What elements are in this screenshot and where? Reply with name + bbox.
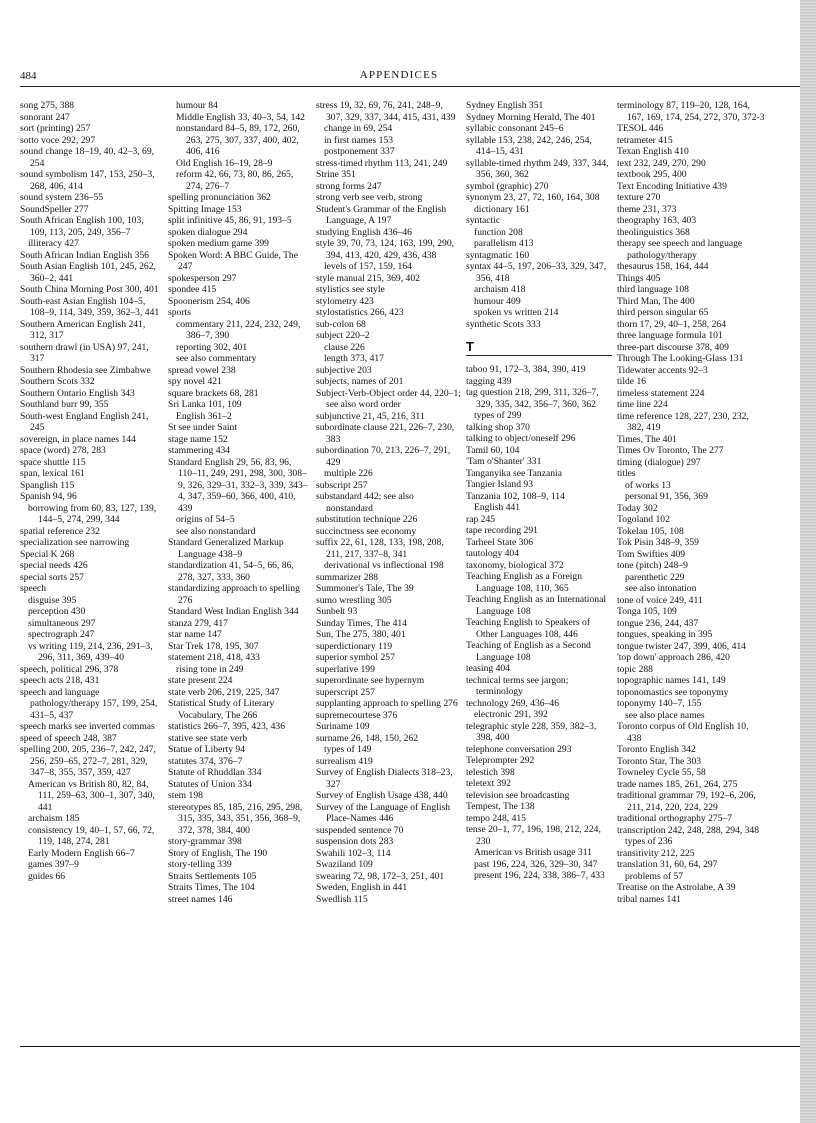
index-entry: synthetic Scots 333: [466, 318, 541, 330]
index-entry: teletext 392: [466, 778, 512, 789]
index-subentry: American vs British 80, 82, 84, 111, 259–63, 300–1, 307, 340, 441: [28, 778, 155, 813]
index-entry: Things 405: [617, 272, 661, 284]
index-entry: subordination 70, 213, 226–7, 291, 429: [316, 445, 451, 468]
index-entry: Sunbelt 93: [316, 606, 358, 617]
index-subentry: dictionary 161: [474, 203, 530, 215]
index-entry: Tidewater accents 92–3: [617, 364, 708, 376]
index-entry: spoken dialogue 294: [168, 226, 248, 238]
index-entry: Southern Ontario English 343: [20, 387, 135, 399]
index-entry: rap 245: [466, 513, 496, 525]
index-column-2: [168, 100, 308, 905]
index-entry: Third Man, The 400: [617, 295, 695, 307]
index-entry: statistics 266–7, 395, 423, 436: [168, 721, 285, 732]
index-subentry: games 397–9: [28, 859, 79, 870]
index-entry: Sweden, English in 441: [316, 882, 408, 893]
index-entry: star name 147: [168, 629, 222, 640]
index-entry: timeless statement 224: [617, 387, 705, 399]
index-entry: Tamil 60, 104: [466, 444, 520, 456]
index-subentry: types of 149: [324, 744, 372, 755]
index-subentry: borrowing from 60, 83, 127, 139, 144–5, 274, 299, 344: [28, 502, 157, 525]
index-entry: Swaziland 109: [316, 859, 373, 870]
index-entry: Tangier Island 93: [466, 479, 533, 490]
index-subentry: parallelism 413: [474, 238, 534, 249]
index-entry: subordinate clause 221, 226–7, 230, 383: [316, 422, 455, 445]
index-entry: South-east Asian English 104–5, 108–9, 114, 349, 359, 362–3, 441: [20, 295, 160, 318]
index-subentry: spectrograph 247: [28, 629, 95, 640]
index-entry: subjects, names of 201: [316, 376, 404, 387]
index-entry: third person singular 65: [617, 307, 709, 318]
index-entry: Survey of English Dialects 318–23, 327: [316, 767, 453, 790]
index-entry: topographic names 141, 149: [617, 675, 726, 686]
index-subentry: see also commentary: [176, 353, 257, 364]
index-subentry: parenthetic 229: [625, 571, 685, 583]
index-entry: succinctness see economy: [316, 525, 417, 537]
index-entry: stress-timed rhythm 113, 241, 249: [316, 157, 448, 169]
index-entry: Special K 268: [20, 548, 75, 560]
index-entry: Straits Times, The 104: [168, 882, 255, 893]
index-subentry: English 361–2: [176, 410, 232, 422]
index-entry: tongue twister 247, 399, 406, 414: [617, 640, 746, 652]
index-entry: speech, political 296, 378: [20, 663, 119, 675]
index-entry: traditional grammar 79, 192–6, 206, 211, 214, 220, 224, 229: [617, 790, 756, 813]
index-entry: TESOL 446: [617, 123, 664, 134]
index-subentry: Early Modern English 66–7: [28, 847, 135, 859]
index-entry: sound change 18–19, 40, 42–3, 69, 254: [20, 146, 155, 169]
index-entry: tag question 218, 299, 311, 326–7, 329, 335, 342, 356–7, 360, 362: [466, 387, 599, 410]
index-subentry: in first names 153: [324, 134, 394, 146]
index-entry: technical terms see jargon; terminology: [466, 674, 569, 697]
index-entry: toponomastics see toponymy: [617, 686, 729, 698]
index-entry: Swahili 102–3, 114: [316, 847, 391, 859]
index-entry: talking to object/oneself 296: [466, 433, 576, 444]
index-entry: Tarheel State 306: [466, 536, 533, 548]
index-entry: statement 218, 418, 433: [168, 652, 260, 663]
index-subentry: electronic 291, 392: [474, 709, 548, 720]
index-entry: Tanzania 102, 108–9, 114: [466, 490, 565, 502]
index-entry: subscript 257: [316, 479, 368, 491]
index-subentry: problems of 57: [625, 870, 684, 882]
index-entry: Sri Lanka 101, 109: [168, 399, 242, 410]
index-entry: 'Tam o'Shanter' 331: [466, 456, 542, 467]
index-column-1: [20, 100, 160, 882]
index-entry: translation 31, 60, 64, 297: [617, 859, 718, 870]
index-entry: statutes 374, 376–7: [168, 755, 243, 767]
index-subentry: types of 299: [474, 410, 522, 421]
index-subentry: see also intonation: [625, 583, 697, 594]
index-entry: subject 220–2: [316, 330, 370, 341]
index-entry: supremecourtese 376: [316, 709, 398, 721]
index-entry: story-telling 339: [168, 859, 232, 870]
index-entry: tribal names 141: [617, 893, 681, 905]
index-entry: Togoland 102: [617, 514, 670, 525]
index-entry: tagging 439: [466, 375, 512, 387]
index-entry: timing (dialogue) 297: [617, 456, 701, 468]
index-subentry: vs writing 119, 214, 236, 291–3, 296, 311, 369, 439–40: [28, 640, 153, 663]
index-entry: South China Morning Post 300, 401: [20, 284, 159, 295]
index-entry: syllabic consonant 245–6: [466, 123, 564, 134]
section-letter: T: [466, 339, 612, 356]
index-entry: Summoner's Tale, The 39: [316, 583, 414, 594]
index-entry: subjunctive 21, 45, 216, 311: [316, 410, 425, 422]
index-subentry: length 373, 417: [324, 353, 384, 364]
index-entry: special needs 426: [20, 560, 88, 571]
index-entry: taboo 91, 172–3, 384, 390, 419: [466, 364, 586, 375]
index-entry: transcription 242, 248, 288, 294, 348: [617, 824, 760, 836]
index-entry: Standard English 29, 56, 83, 96, 110–11, 249, 291, 298, 300, 308–9, 326, 329–31, 332–3, 339, 343–4, 347, 359–60, 366, 400, 410, 439: [168, 456, 308, 514]
index-subentry: guides 66: [28, 870, 66, 882]
index-entry: Southland burr 99, 355: [20, 399, 109, 410]
index-subentry: function 208: [474, 226, 523, 238]
index-subentry: personal 91, 356, 369: [625, 491, 708, 502]
index-entry: Tanganyika see Tanzania: [466, 467, 562, 479]
index-subentry: perception 430: [28, 606, 86, 617]
index-entry: spoken medium game 399: [168, 238, 269, 249]
index-entry: spokesperson 297: [168, 272, 237, 284]
index-entry: time reference 128, 227, 230, 232, 382, 419: [617, 410, 749, 433]
index-entry: syntagmatic 160: [466, 249, 530, 261]
index-entry: terminology 87, 119–20, 128, 164, 167, 169, 174, 254, 272, 370, 372-3: [617, 100, 765, 123]
index-entry: Spoonerism 254, 406: [168, 295, 250, 307]
index-entry: St see under Saint: [168, 422, 238, 433]
index-entry: Swedlish 115: [316, 893, 368, 905]
index-entry: Times, The 401: [617, 433, 677, 445]
index-entry: tautology 404: [466, 548, 520, 559]
index-entry: substitution technique 226: [316, 514, 418, 525]
index-entry: Statute of Rhuddlan 334: [168, 767, 262, 778]
index-entry: textbook 295, 400: [617, 169, 687, 180]
index-entry: Treatise on the Astrolabe, A 39: [617, 882, 736, 893]
index-subentry: origins of 54–5: [176, 514, 235, 525]
index-entry: syllable 153, 238, 242, 246, 254, 414–15, 431: [466, 134, 592, 157]
index-entry: speech: [20, 583, 47, 594]
index-entry: Tempest, The 138: [466, 801, 535, 812]
index-entry: Towneley Cycle 55, 58: [617, 767, 706, 778]
index-entry: strong verb see verb, strong: [316, 192, 423, 203]
index-entry: state verb 206, 219, 225, 347: [168, 686, 280, 698]
index-entry: square brackets 68, 281: [168, 387, 259, 399]
index-subentry: disguise 395: [28, 594, 77, 606]
index-entry: story-grammar 398: [168, 836, 242, 847]
footer-rule: [20, 1046, 800, 1047]
index-entry: speech and language pathology/therapy 157, 199, 254, 431–5, 437: [20, 686, 158, 721]
index-entry: Sunday Times, The 414: [316, 617, 407, 629]
index-entry: split infinitive 45, 86, 91, 193–5: [168, 215, 292, 226]
index-entry: Teaching English to Speakers of Other Languages 108, 446: [466, 617, 591, 640]
index-entry: Times Ov Toronto, The 277: [617, 445, 724, 456]
index-entry: standardization 41, 54–5, 66, 86, 278, 327, 333, 360: [168, 560, 294, 583]
index-subentry: of works 13: [625, 479, 671, 491]
index-subentry: see also nonstandard: [176, 525, 256, 537]
index-subentry: reform 42, 66, 73, 80, 86, 265, 274, 276–7: [176, 169, 294, 192]
index-entry: Subject-Verb-Object order 44, 220–1; see also word order: [316, 387, 461, 410]
index-entry: Sydney Morning Herald, The 401: [466, 111, 596, 123]
index-entry: television see broadcasting: [466, 789, 570, 801]
index-subentry: change in 69, 254: [324, 123, 393, 134]
index-entry: Tom Swifties 409: [617, 548, 686, 560]
index-entry: Tokelau 105, 108: [617, 525, 684, 537]
index-entry: special sorts 257: [20, 571, 84, 583]
index-entry: Southern Scots 332: [20, 376, 95, 387]
index-subentry: archaism 185: [28, 813, 80, 824]
index-subentry: levels of 157, 159, 164: [324, 261, 412, 272]
index-entry: Spoken Word: A BBC Guide, The 247: [168, 249, 298, 272]
index-entry: thorn 17, 29, 40–1, 258, 264: [617, 318, 726, 330]
index-entry: span, lexical 161: [20, 468, 85, 479]
index-entry: three-part discourse 378, 409: [617, 341, 729, 353]
index-entry: telephone conversation 293: [466, 743, 572, 755]
index-entry: sumo wrestling 305: [316, 594, 392, 606]
index-entry: stage name 152: [168, 433, 228, 445]
index-entry: synonym 23, 27, 72, 160, 164, 308: [466, 192, 600, 203]
index-subentry: present 196, 224, 338, 386–7, 433: [474, 870, 605, 881]
index-entry: syntax 44–5, 197, 206–33, 329, 347, 356, 418: [466, 261, 607, 284]
index-entry: South Asian English 101, 245, 262, 360–2, 441: [20, 261, 156, 284]
index-entry: traditional orthography 275–7: [617, 813, 733, 824]
index-entry: tilde 16: [617, 376, 647, 387]
index-entry: style 39, 70, 73, 124, 163, 199, 290, 394, 413, 420, 429, 436, 438: [316, 238, 455, 261]
index-entry: stative see state verb: [168, 732, 248, 744]
index-entry: stylometry 423: [316, 295, 374, 307]
index-entry: stanza 279, 417: [168, 617, 228, 629]
page-number: 484: [20, 70, 37, 82]
index-entry: summarizer 288: [316, 571, 379, 583]
index-entry: suspended sentence 70: [316, 824, 404, 836]
index-entry: sound symbolism 147, 153, 250–3, 268, 406, 414: [20, 169, 155, 192]
index-subentry: past 196, 224, 326, 329–30, 347: [474, 858, 598, 870]
index-entry: subjective 203: [316, 364, 372, 376]
index-subentry: archaism 418: [474, 284, 526, 295]
index-entry: Teleprompter 292: [466, 755, 535, 766]
index-entry: superordinate see hypernym: [316, 675, 425, 686]
index-entry: stress 19, 32, 69, 76, 241, 248–9, 307, 329, 337, 344, 415, 431, 439: [316, 100, 456, 123]
index-entry: spread vowel 238: [168, 364, 236, 376]
index-subentry: consistency 19, 40–1, 57, 66, 72, 119, 148, 274, 281: [28, 824, 155, 847]
index-subentry: types of 236: [625, 836, 673, 847]
index-entry: tape recording 291: [466, 525, 538, 536]
index-subentry: multiple 226: [324, 468, 373, 479]
index-subentry: American vs British usage 311: [474, 847, 592, 858]
index-subentry: see also place names: [625, 709, 705, 721]
index-entry: speed of speech 248, 387: [20, 732, 117, 744]
page-edge-texture: [800, 0, 816, 1123]
index-entry: sonorant 247: [20, 111, 70, 123]
index-entry: speech marks see inverted commas: [20, 721, 155, 732]
index-entry: Teaching English as an International Language 108: [466, 594, 606, 617]
index-entry: stammering 434: [168, 445, 231, 456]
index-entry: suffix 22, 61, 128, 133, 198, 208, 211, 217, 337–8, 341: [316, 537, 444, 560]
index-entry: style manual 215, 369, 402: [316, 272, 420, 284]
index-entry: taxonomy, biological 372: [466, 559, 564, 571]
index-subentry: Old English 16–19, 28–9: [176, 157, 273, 169]
index-subentry: spoken vs written 214: [474, 307, 559, 318]
index-entry: Sun, The 275, 380, 401: [316, 629, 406, 640]
index-entry: stylostatistics 266, 423: [316, 307, 404, 318]
index-column-5: [617, 100, 765, 905]
index-subentry: illiteracy 427: [28, 238, 79, 249]
index-subentry: humour 409: [474, 295, 521, 307]
index-subentry: commentary 211, 224, 232, 249, 386–7, 390: [176, 318, 301, 341]
index-entry: texture 270: [617, 192, 661, 203]
index-subentry: Middle English 33, 40–3, 54, 142: [176, 111, 305, 123]
index-entry: sub-colon 68: [316, 318, 366, 330]
index-subentry: English 441: [474, 502, 521, 513]
index-entry: space shuttle 115: [20, 456, 86, 468]
index-entry: Student's Grammar of the English Language, A 197: [316, 203, 447, 226]
index-subentry: clause 226: [324, 341, 365, 353]
index-entry: stem 198: [168, 790, 203, 801]
index-entry: sports: [168, 307, 191, 318]
index-entry: syntactic: [466, 215, 501, 226]
index-entry: tense 20–1, 77, 196, 198, 212, 224, 230: [466, 824, 601, 847]
index-entry: Tok Pisin 348–9, 359: [617, 537, 699, 548]
index-entry: Toronto English 342: [617, 744, 696, 755]
index-entry: South-west England English 241, 245: [20, 410, 149, 433]
index-entry: Teaching of English as a Second Language 108: [466, 640, 591, 663]
index-entry: sotto voce 292, 297: [20, 134, 96, 146]
index-entry: superdictionary 119: [316, 640, 393, 652]
index-entry: South African Indian English 356: [20, 249, 149, 261]
index-entry: Texan English 410: [617, 146, 689, 157]
index-entry: theography 163, 403: [617, 215, 697, 226]
index-column-3: [316, 100, 461, 905]
index-subentry: simultaneous 297: [28, 617, 96, 629]
index-entry: swearing 72, 98, 172–3, 251, 401: [316, 870, 445, 882]
index-entry: strong forms 247: [316, 180, 382, 192]
index-entry: technology 269, 436–46: [466, 697, 559, 709]
index-entry: Straits Settlements 105: [168, 870, 257, 882]
index-entry: telegraphic style 228, 359, 382–3, 398, 400: [466, 720, 597, 743]
index-entry: syllable-timed rhythm 249, 337, 344, 356, 360, 362: [466, 157, 609, 180]
index-subentry: nonstandard 84–5, 89, 172, 260, 263, 275, 307, 337, 400, 402, 406, 416: [176, 123, 300, 157]
index-entry: Text Encoding Initiative 439: [617, 180, 727, 192]
index-entry: telestich 398: [466, 766, 515, 778]
index-entry: transitivity 212, 225: [617, 847, 695, 859]
index-entry: state present 224: [168, 675, 233, 686]
index-entry: Statue of Liberty 94: [168, 744, 245, 755]
running-head: APPENDICES: [359, 69, 439, 81]
index-entry: Toronto corpus of Old English 10, 438: [617, 721, 749, 744]
index-entry: Southern Rhodesia see Zimbabwe: [20, 364, 151, 376]
index-entry: South African English 100, 103, 109, 113, 205, 249, 356–7: [20, 215, 144, 238]
index-entry: Tonga 105, 109: [617, 606, 677, 617]
index-entry: sound system 236–55: [20, 192, 104, 203]
index-entry: Story of English, The 190: [168, 847, 268, 859]
index-entry: stylistics see style: [316, 284, 385, 295]
index-entry: 'top down' approach 286, 420: [617, 652, 730, 663]
index-entry: Survey of the Language of English Place-Names 446: [316, 801, 451, 824]
index-entry: third language 108: [617, 284, 689, 295]
index-entry: superior symbol 257: [316, 652, 395, 663]
index-entry: Suriname 109: [316, 721, 370, 732]
index-entry: surname 26, 148, 150, 262: [316, 732, 419, 744]
index-entry: therapy see speech and language pathology/therapy: [617, 238, 743, 261]
index-entry: space (word) 278, 283: [20, 445, 106, 456]
index-entry: three language formula 101: [617, 330, 723, 341]
index-entry: SoundSpeller 277: [20, 203, 89, 215]
index-entry: Standard West Indian English 344: [168, 606, 299, 617]
index-entry: Strine 351: [316, 169, 356, 180]
index-entry: spelling 200, 205, 236–7, 242, 247, 256, 259–65, 272–7, 281, 329, 347–8, 355, 357, 359, 427: [20, 744, 156, 778]
index-subentry: derivational vs inflectional 198: [324, 560, 444, 571]
index-entry: Statistical Study of Literary Vocabulary, The 266: [168, 698, 275, 721]
index-entry: Spanglish 115: [20, 479, 75, 491]
index-entry: Star Trek 178, 195, 307: [168, 640, 259, 652]
index-entry: Statutes of Union 334: [168, 778, 252, 790]
index-entry: studying English 436–46: [316, 226, 412, 238]
index-entry: sovereign, in place names 144: [20, 433, 136, 445]
index-entry: Today 302: [617, 502, 658, 514]
index-subentry: postponement 337: [324, 146, 395, 157]
index-entry: street names 146: [168, 893, 233, 905]
index-entry: Southern American English 241, 312, 317: [20, 318, 146, 341]
index-entry: surrealism 419: [316, 755, 373, 767]
index-entry: superscript 257: [316, 686, 375, 698]
index-entry: stereotypes 85, 185, 216, 295, 298, 315, 335, 343, 351, 356, 368–9, 372, 378, 384, 400: [168, 801, 303, 836]
index-entry: supplanting approach to spelling 276: [316, 698, 458, 709]
index-subentry: reporting 302, 401: [176, 341, 248, 353]
index-entry: southern drawl (in USA) 97, 241, 317: [20, 341, 149, 364]
index-entry: Spanish 94, 96: [20, 491, 77, 502]
index-entry: time line 224: [617, 399, 668, 410]
index-entry: Survey of English Usage 438, 440: [316, 790, 448, 801]
index-entry: theme 231, 373: [617, 203, 677, 215]
index-entry: tone (pitch) 248–9: [617, 560, 688, 571]
index-entry: teasing 404: [466, 663, 510, 674]
index-entry: substandard 442; see also nonstandard: [316, 491, 414, 514]
index-entry: spelling pronunciation 362: [168, 192, 271, 203]
index-entry: Through The Looking-Glass 131: [617, 353, 744, 364]
index-entry: text 232, 249, 270, 290: [617, 157, 706, 169]
index-entry: trade names 185, 261, 264, 275: [617, 778, 738, 790]
index-entry: Standard Generalized Markup Language 438–9: [168, 537, 284, 560]
index-entry: theolinguistics 368: [617, 226, 690, 238]
index-entry: topic 288: [617, 663, 653, 675]
index-entry: Sydney English 351: [466, 100, 544, 111]
index-entry: speech acts 218, 431: [20, 675, 100, 686]
index-subentry: humour 84: [176, 100, 218, 111]
index-entry: toponymy 140–7, 155: [617, 698, 702, 709]
index-entry: tone of voice 249, 411: [617, 594, 703, 606]
header-rule: [20, 86, 800, 87]
index-entry: song 275, 388: [20, 100, 75, 111]
index-entry: tempo 248, 415: [466, 812, 526, 824]
index-entry: standardizing approach to spelling 276: [168, 583, 300, 606]
index-entry: tetrameter 415: [617, 134, 673, 146]
index-entry: Teaching English as a Foreign Language 108, 110, 365: [466, 571, 583, 594]
index-subentry: rising tone in 249: [176, 663, 244, 675]
index-entry: Spitting Image 153: [168, 203, 242, 215]
index-entry: suspension dots 283: [316, 836, 394, 847]
index-entry: superlative 199: [316, 663, 375, 675]
index-entry: Toronto Star, The 303: [617, 755, 702, 767]
index-column-4: [466, 100, 612, 882]
index-entry: symbol (graphic) 270: [466, 180, 549, 192]
index-entry: spatial reference 232: [20, 525, 100, 537]
index-entry: sort (printing) 257: [20, 123, 91, 134]
index-entry: tongue 236, 244, 437: [617, 617, 699, 629]
index-entry: specialization see narrowing: [20, 537, 130, 548]
index-entry: spondee 415: [168, 284, 217, 295]
index-entry: thesaurus 158, 164, 444: [617, 261, 709, 272]
index-entry: talking shop 370: [466, 421, 530, 433]
index-entry: titles: [617, 468, 636, 479]
index-entry: tongues, speaking in 395: [617, 629, 713, 640]
index-entry: spy novel 421: [168, 376, 222, 387]
